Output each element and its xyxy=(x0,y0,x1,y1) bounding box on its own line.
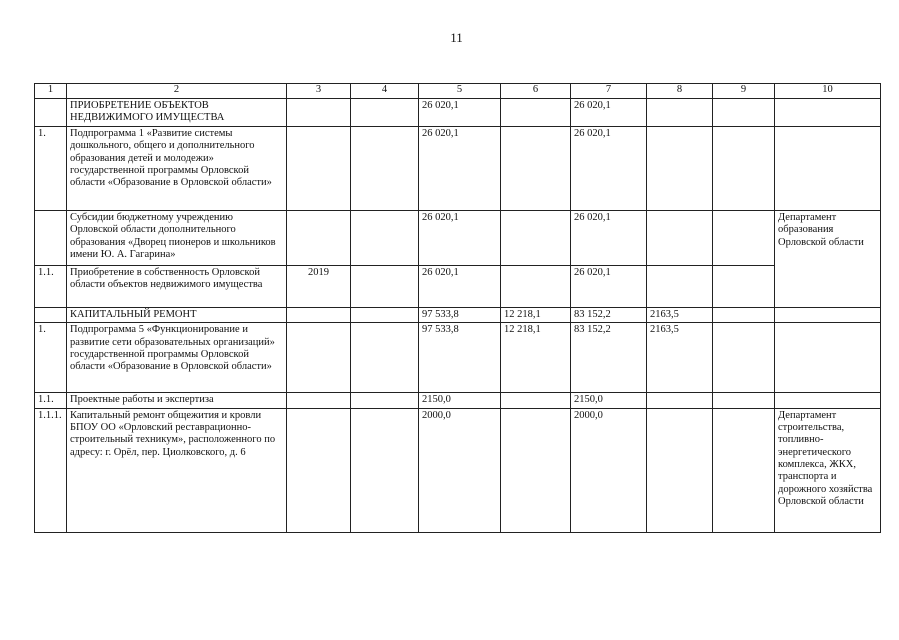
row-number-cell: 1. xyxy=(35,323,67,393)
value-cell: 83 152,2 xyxy=(571,307,647,322)
value-cell xyxy=(647,393,713,408)
row-description-cell: Проектные работы и экспертиза xyxy=(67,393,287,408)
value-cell: 2000,0 xyxy=(419,408,501,532)
value-cell: 97 533,8 xyxy=(419,323,501,393)
value-cell xyxy=(501,99,571,127)
row-number-cell: 1.1. xyxy=(35,265,67,307)
value-cell xyxy=(647,99,713,127)
value-cell: 26 020,1 xyxy=(419,265,501,307)
value-cell: 26 020,1 xyxy=(571,265,647,307)
value-cell xyxy=(713,265,775,307)
value-cell xyxy=(647,408,713,532)
value-cell: 97 533,8 xyxy=(419,307,501,322)
table-row xyxy=(35,408,881,532)
year-cell xyxy=(287,393,351,408)
value-cell xyxy=(351,307,419,322)
column-header: 5 xyxy=(419,84,501,99)
year-cell xyxy=(287,99,351,127)
value-cell: 26 020,1 xyxy=(571,210,647,265)
year-cell xyxy=(287,323,351,393)
row-description-cell: Подпрограмма 5 «Функционирование и развитие сети образовательных организаций» государственной программы Орловской области «Образование в Орловской области» xyxy=(67,323,287,393)
year-cell xyxy=(287,408,351,532)
column-header: 3 xyxy=(287,84,351,99)
row-number-cell xyxy=(35,210,67,265)
table-row xyxy=(35,99,881,127)
value-cell xyxy=(351,393,419,408)
responsible-cell xyxy=(775,99,881,127)
row-number-cell: 1.1.1. xyxy=(35,408,67,532)
table-row xyxy=(35,126,881,210)
value-cell xyxy=(501,265,571,307)
row-description-cell: Приобретение в собственность Орловской области объектов недвижимого имущества xyxy=(67,265,287,307)
column-header: 8 xyxy=(647,84,713,99)
row-number-cell xyxy=(35,99,67,127)
row-number-cell: 1.1. xyxy=(35,393,67,408)
value-cell xyxy=(647,210,713,265)
table-row xyxy=(35,393,881,408)
value-cell xyxy=(351,210,419,265)
budget-table xyxy=(34,83,881,533)
value-cell xyxy=(501,210,571,265)
column-header: 2 xyxy=(67,84,287,99)
row-description-cell: Субсидии бюджетному учреждению Орловской области дополнительного образования «Дворец пионеров и школьников имени Ю. А. Гагарина» xyxy=(67,210,287,265)
row-description-cell: Подпрограмма 1 «Развитие системы дошкольного, общего и дополнительного образования детей и молодежи» государственной программы Орловской области «Образование в Орловской области» xyxy=(67,126,287,210)
value-cell: 2150,0 xyxy=(571,393,647,408)
table-header-row xyxy=(35,84,881,99)
value-cell xyxy=(351,265,419,307)
value-cell: 2150,0 xyxy=(419,393,501,408)
value-cell xyxy=(351,99,419,127)
table-row xyxy=(35,307,881,322)
year-cell xyxy=(287,307,351,322)
value-cell: 2163,5 xyxy=(647,307,713,322)
value-cell: 26 020,1 xyxy=(419,99,501,127)
value-cell: 2000,0 xyxy=(571,408,647,532)
value-cell: 26 020,1 xyxy=(419,126,501,210)
value-cell: 26 020,1 xyxy=(419,210,501,265)
column-header: 1 xyxy=(35,84,67,99)
column-header: 6 xyxy=(501,84,571,99)
responsible-cell: Департамент строительства, топливно-энергетического комплекса, ЖКХ, транспорта и дорожного хозяйства Орловской области xyxy=(775,408,881,532)
value-cell xyxy=(501,393,571,408)
year-cell xyxy=(287,210,351,265)
column-header: 4 xyxy=(351,84,419,99)
table-row xyxy=(35,265,881,307)
year-cell: 2019 xyxy=(287,265,351,307)
value-cell: 26 020,1 xyxy=(571,126,647,210)
value-cell xyxy=(713,323,775,393)
table-row xyxy=(35,323,881,393)
page-number: 11 xyxy=(450,30,463,45)
value-cell xyxy=(351,408,419,532)
value-cell: 12 218,1 xyxy=(501,307,571,322)
value-cell xyxy=(713,210,775,265)
value-cell xyxy=(647,265,713,307)
value-cell xyxy=(713,408,775,532)
value-cell: 2163,5 xyxy=(647,323,713,393)
value-cell xyxy=(501,126,571,210)
value-cell xyxy=(647,126,713,210)
value-cell xyxy=(713,99,775,127)
value-cell xyxy=(713,126,775,210)
responsible-cell xyxy=(775,307,881,322)
row-number-cell xyxy=(35,307,67,322)
year-cell xyxy=(287,126,351,210)
column-header: 9 xyxy=(713,84,775,99)
value-cell: 12 218,1 xyxy=(501,323,571,393)
responsible-cell xyxy=(775,323,881,393)
value-cell: 26 020,1 xyxy=(571,99,647,127)
table-row xyxy=(35,210,881,265)
value-cell xyxy=(501,408,571,532)
value-cell xyxy=(713,393,775,408)
value-cell xyxy=(351,323,419,393)
column-header: 10 xyxy=(775,84,881,99)
row-description-cell: Капитальный ремонт общежития и кровли БПОУ ОО «Орловский реставрационно-строительный техникум», расположенного по адресу: г. Орёл, пер. Циолковского, д. 6 xyxy=(67,408,287,532)
responsible-cell xyxy=(775,126,881,210)
value-cell xyxy=(351,126,419,210)
row-number-cell: 1. xyxy=(35,126,67,210)
responsible-cell: Департамент образования Орловской области xyxy=(775,210,881,307)
row-description-cell: ПРИОБРЕТЕНИЕ ОБЪЕКТОВ НЕДВИЖИМОГО ИМУЩЕСТВА xyxy=(67,99,287,127)
responsible-cell xyxy=(775,393,881,408)
row-description-cell: КАПИТАЛЬНЫЙ РЕМОНТ xyxy=(67,307,287,322)
value-cell xyxy=(713,307,775,322)
value-cell: 83 152,2 xyxy=(571,323,647,393)
column-header: 7 xyxy=(571,84,647,99)
